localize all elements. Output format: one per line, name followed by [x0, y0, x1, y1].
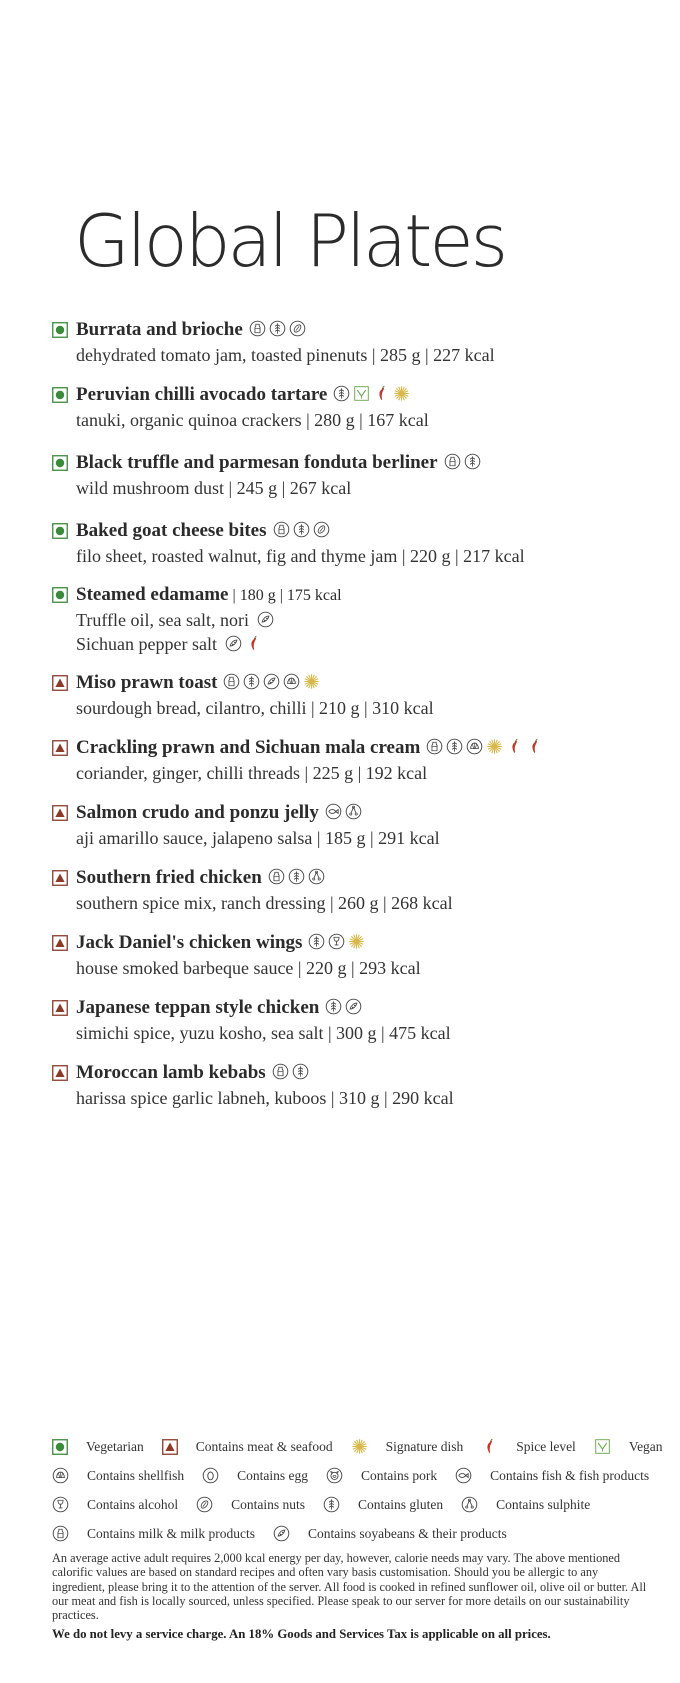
- milk-icon: [249, 320, 266, 337]
- menu-item: [52, 996, 451, 1045]
- vegan-icon: [353, 385, 370, 402]
- dish-icons: [272, 1063, 309, 1080]
- chilli-icon: [245, 635, 262, 652]
- dish-name: Salmon crudo and ponzu jelly: [76, 802, 319, 823]
- dish-description-text: southern spice mix, ranch dressing | 260 g | 268 kcal: [76, 893, 453, 913]
- dish-name: Baked goat cheese bites: [76, 520, 267, 541]
- milk-icon: [223, 673, 240, 690]
- soy-icon: [225, 635, 242, 652]
- dish-name: Peruvian chilli avocado tartare: [76, 384, 328, 405]
- dish-icons: [325, 803, 362, 820]
- pork-icon: [326, 1467, 353, 1484]
- dish-icons: [333, 385, 410, 402]
- veg-marker-icon: [52, 455, 68, 471]
- chilli-icon: [373, 385, 390, 402]
- menu-item: [52, 519, 525, 568]
- dish-description: [76, 761, 543, 785]
- signature-icon: [393, 385, 410, 402]
- dish-name: Crackling prawn and Sichuan mala cream: [76, 737, 421, 758]
- soy-icon: [345, 998, 362, 1015]
- gluten-icon: [446, 738, 463, 755]
- dish-name: Southern fried chicken: [76, 867, 262, 888]
- nonveg-marker-icon: [52, 1065, 68, 1081]
- fish-icon: [455, 1467, 482, 1484]
- nuts-icon: [196, 1496, 223, 1513]
- dish-description: [76, 1086, 454, 1110]
- dish-description-text: tanuki, organic quinoa crackers | 280 g | 167 kcal: [76, 410, 429, 430]
- gluten-icon: [308, 933, 325, 950]
- menu-item: [52, 671, 434, 720]
- milk-icon: [426, 738, 443, 755]
- dish-description-text: wild mushroom dust | 245 g | 267 kcal: [76, 478, 352, 498]
- dish-description: [76, 696, 434, 720]
- nuts-icon: [289, 320, 306, 337]
- soy-icon: [263, 673, 280, 690]
- signature-icon: [351, 1438, 378, 1455]
- shellfish-icon: [466, 738, 483, 755]
- dish-icons: [225, 635, 262, 652]
- shellfish-icon: [52, 1467, 79, 1484]
- dish-description: [76, 408, 429, 432]
- vegan-icon: [594, 1438, 621, 1455]
- legend-sulphite: Contains sulphite: [461, 1496, 590, 1513]
- dish-description: [76, 608, 342, 632]
- dish-icons: [325, 998, 362, 1015]
- legend-vegan: Vegan: [594, 1438, 663, 1455]
- dish-description: [76, 544, 525, 568]
- page-title: Global Plates: [74, 199, 506, 283]
- dish-description-text: harissa spice garlic labneh, kuboos | 310 g | 290 kcal: [76, 1088, 454, 1108]
- nonveg-marker-icon: [52, 740, 68, 756]
- nonveg-marker-icon: [52, 805, 68, 821]
- dish-description-text: Sichuan pepper salt: [76, 634, 217, 654]
- dish-description: [76, 632, 342, 656]
- menu-item: [52, 801, 440, 850]
- legend-milk: Contains milk & milk products: [52, 1525, 255, 1542]
- dish-name: Moroccan lamb kebabs: [76, 1062, 266, 1083]
- legend-nuts: Contains nuts: [196, 1496, 305, 1513]
- gluten-icon: [243, 673, 260, 690]
- legend-signature: Signature dish: [351, 1438, 464, 1455]
- veg-marker-icon: [52, 587, 68, 603]
- nonveg-marker-icon: [52, 870, 68, 886]
- dish-description-text: sourdough bread, cilantro, chilli | 210 g | 310 kcal: [76, 698, 434, 718]
- sulphite-icon: [345, 803, 362, 820]
- menu-item: [52, 736, 543, 785]
- sulphite-icon: [308, 868, 325, 885]
- menu-item: [52, 1061, 454, 1110]
- menu-item: [52, 583, 342, 656]
- legend-row-3: [52, 1490, 652, 1519]
- milk-icon: [52, 1525, 79, 1542]
- dish-icons: [257, 611, 274, 628]
- fish-icon: [325, 803, 342, 820]
- gluten-icon: [293, 521, 310, 538]
- legend-pork: Contains pork: [326, 1467, 437, 1484]
- nuts-icon: [313, 521, 330, 538]
- dish-description: [76, 826, 440, 850]
- sulphite-icon: [461, 1496, 488, 1513]
- calorie-note: An average active adult requires 2,000 kcal energy per day, however, calorie needs may vary. The above mentioned calorific values are based on standard recipes and often vary basis customisation. Should you be allergic to any ingredient, please bring it to the attention of the server. All food is cooked in refined sunflower oil, olive oil or butter. All our meat and fish is locally sourced, unless specified. Please speak to our server for more details on our sustainability practices.: [52, 1551, 647, 1623]
- chilli-icon: [506, 738, 523, 755]
- dish-description-text: dehydrated tomato jam, toasted pinenuts | 285 g | 227 kcal: [76, 345, 495, 365]
- nonveg-marker-icon: [52, 935, 68, 951]
- veg-marker-icon: [52, 387, 68, 403]
- legend-vegetarian: Vegetarian: [52, 1439, 144, 1455]
- gluten-icon: [323, 1496, 350, 1513]
- dish-icons: [273, 521, 330, 538]
- alcohol-icon: [52, 1496, 79, 1513]
- milk-icon: [273, 521, 290, 538]
- nonveg-marker-icon: [52, 1000, 68, 1016]
- menu-item: [52, 931, 421, 980]
- dish-icons: [444, 453, 481, 470]
- milk-icon: [268, 868, 285, 885]
- gluten-icon: [333, 385, 350, 402]
- legend: [52, 1432, 663, 1642]
- tax-note: We do not levy a service charge. An 18% Goods and Services Tax is applicable on all prices.: [52, 1627, 551, 1642]
- dish-icons: [308, 933, 365, 950]
- menu-item: [52, 866, 453, 915]
- soy-icon: [257, 611, 274, 628]
- dish-description: [76, 956, 421, 980]
- dish-name: Steamed edamame: [76, 584, 229, 605]
- legend-shellfish: Contains shellfish: [52, 1467, 184, 1484]
- legend-soy: Contains soyabeans & their products: [273, 1525, 507, 1542]
- chilli-icon: [526, 738, 543, 755]
- alcohol-icon: [328, 933, 345, 950]
- veg-marker-icon: [52, 1439, 78, 1455]
- legend-egg: Contains egg: [202, 1467, 308, 1484]
- dish-icons: [268, 868, 325, 885]
- milk-icon: [444, 453, 461, 470]
- dish-name: Miso prawn toast: [76, 672, 218, 693]
- signature-icon: [303, 673, 320, 690]
- legend-row-1: [52, 1432, 663, 1461]
- dish-description: [76, 343, 495, 367]
- gluten-icon: [292, 1063, 309, 1080]
- signature-icon: [348, 933, 365, 950]
- milk-icon: [272, 1063, 289, 1080]
- gluten-icon: [464, 453, 481, 470]
- dish-description-text: Truffle oil, sea salt, nori: [76, 610, 249, 630]
- dish-description-text: simichi spice, yuzu kosho, sea salt | 300 g | 475 kcal: [76, 1023, 451, 1043]
- menu-item: [52, 318, 495, 367]
- soy-icon: [273, 1525, 300, 1542]
- dish-meta: | 180 g | 175 kcal: [228, 587, 342, 604]
- gluten-icon: [288, 868, 305, 885]
- legend-spice: Spice level: [481, 1438, 576, 1455]
- menu-item: [52, 451, 481, 500]
- dish-name: Jack Daniel's chicken wings: [76, 932, 303, 953]
- dish-name: Black truffle and parmesan fonduta berliner: [76, 452, 438, 473]
- legend-row-4: [52, 1519, 652, 1548]
- dish-description: [76, 476, 481, 500]
- signature-icon: [486, 738, 503, 755]
- dish-icons: [426, 738, 543, 755]
- legend-fish: Contains fish & fish products: [455, 1467, 649, 1484]
- dish-description: [76, 1021, 451, 1045]
- legend-gluten: Contains gluten: [323, 1496, 443, 1513]
- legend-meat: Contains meat & seafood: [162, 1439, 333, 1455]
- dish-description-text: house smoked barbeque sauce | 220 g | 293 kcal: [76, 958, 421, 978]
- dish-icons: [223, 673, 320, 690]
- shellfish-icon: [283, 673, 300, 690]
- dish-description-text: coriander, ginger, chilli threads | 225 g | 192 kcal: [76, 763, 428, 783]
- menu-item: [52, 383, 429, 432]
- legend-row-2: [52, 1461, 652, 1490]
- gluten-icon: [269, 320, 286, 337]
- dish-description-text: filo sheet, roasted walnut, fig and thyme jam | 220 g | 217 kcal: [76, 546, 525, 566]
- egg-icon: [202, 1467, 229, 1484]
- dish-description: [76, 891, 453, 915]
- gluten-icon: [325, 998, 342, 1015]
- dish-description-text: aji amarillo sauce, jalapeno salsa | 185 g | 291 kcal: [76, 828, 440, 848]
- dish-name: Burrata and brioche: [76, 319, 243, 340]
- nonveg-marker-icon: [52, 675, 68, 691]
- veg-marker-icon: [52, 322, 68, 338]
- legend-alcohol: Contains alcohol: [52, 1496, 178, 1513]
- veg-marker-icon: [52, 523, 68, 539]
- dish-icons: [249, 320, 306, 337]
- nonveg-marker-icon: [162, 1439, 188, 1455]
- chilli-icon: [481, 1438, 508, 1455]
- dish-name: Japanese teppan style chicken: [76, 997, 320, 1018]
